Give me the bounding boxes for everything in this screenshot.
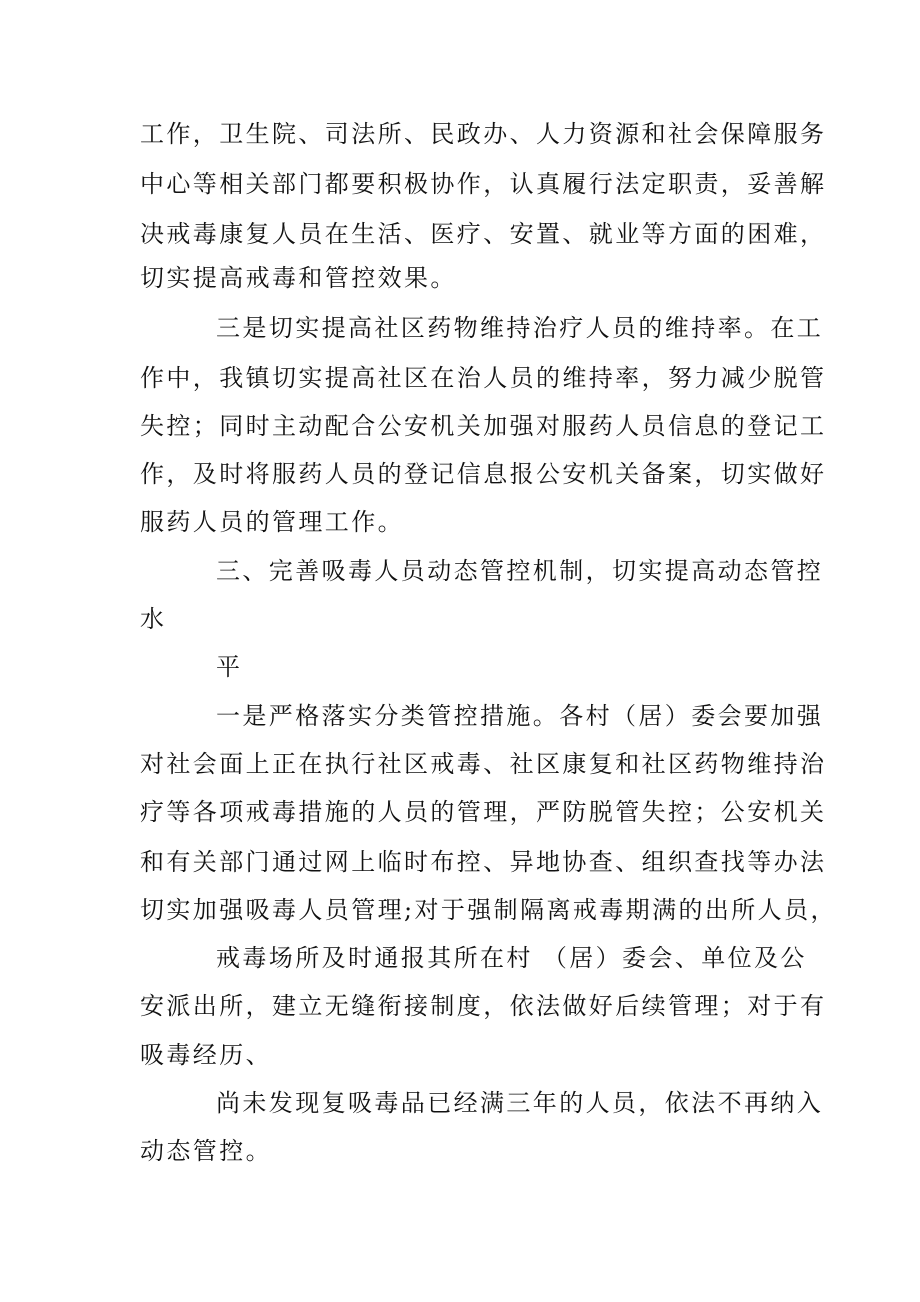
text-line: 吸毒经历、 — [140, 1041, 272, 1069]
text-line: 安派出所，建立无缝衔接制度，依法做好后续管理；对于有 — [140, 992, 827, 1020]
text-line: 戒毒场所及时通报其所在村 （居）委会、单位及公 — [216, 944, 807, 972]
text-line: 疗等各项戒毒措施的人员的管理，严防脱管失控；公安机关 — [140, 798, 827, 826]
text-line: 对社会面上正在执行社区戒毒、社区康复和社区药物维持治 — [140, 750, 827, 778]
text-line: 决戒毒康复人员在生活、医疗、安置、就业等方面的困难， — [140, 220, 827, 248]
text-line: 和有关部门通过网上临时布控、异地协查、组织查找等办法 — [140, 848, 827, 876]
section-heading: 平 — [216, 653, 243, 681]
text-line: 一是严格落实分类管控措施。各村（居）委会要加强 — [216, 702, 824, 730]
text-line: 失控；同时主动配合公安机关加强对服药人员信息的登记工 — [140, 412, 827, 440]
section-heading: 水 — [140, 605, 167, 633]
text-line: 中心等相关部门都要积极协作，认真履行法定职责，妥善解 — [140, 170, 827, 198]
text-line: 切实加强吸毒人员管理;对于强制隔离戒毒期满的出所人员， — [140, 896, 837, 924]
text-line: 三是切实提高社区药物维持治疗人员的维持率。在工 — [216, 314, 824, 342]
text-line: 服药人员的管理工作。 — [140, 508, 404, 536]
text-line: 作中，我镇切实提高社区在治人员的维持率，努力减少脱管 — [140, 364, 827, 392]
text-line: 作，及时将服药人员的登记信息报公安机关备案，切实做好 — [140, 460, 827, 488]
text-line: 尚未发现复吸毒品已经满三年的人员，依法不再纳入 — [216, 1089, 824, 1117]
text-line: 切实提高戒毒和管控效果。 — [140, 264, 457, 292]
text-line: 动态管控。 — [140, 1137, 272, 1165]
section-heading: 三、完善吸毒人员动态管控机制，切实提高动态管控 — [216, 557, 824, 585]
text-line: 工作，卫生院、司法所、民政办、人力资源和社会保障服务 — [140, 120, 827, 148]
